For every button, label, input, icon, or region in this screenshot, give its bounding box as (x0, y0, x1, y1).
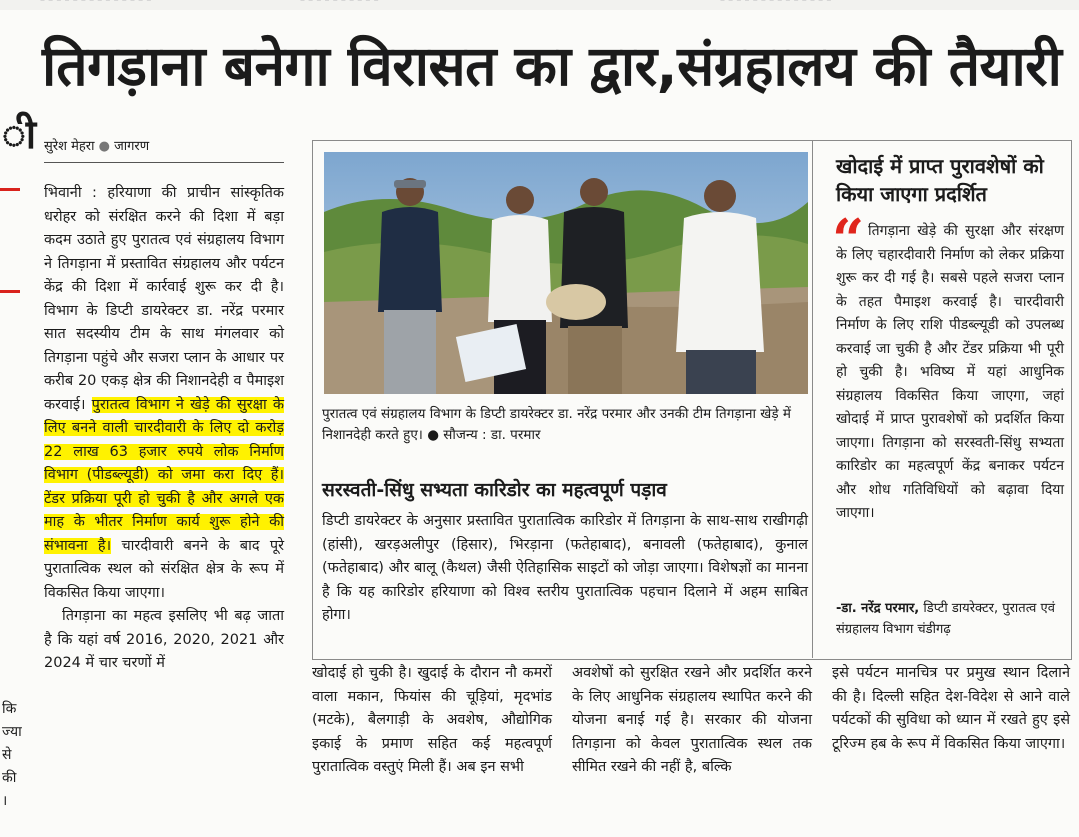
bullet-icon: ● (427, 427, 439, 443)
author-role: डिप्टी डायरेक्टर, पुरातत्व एवं संग्रहालय विभाग चंडीगढ़ (836, 601, 1055, 637)
corridor-heading: सरस्वती-सिंधु सभ्यता कारिडोर का महत्वपूर्ण पड़ाव (322, 479, 667, 501)
sidebar-author (836, 598, 1064, 640)
bottom-column-2: अवशेषों को सुरक्षित रखने और प्रदर्शित करने के लिए आधुनिक संग्रहालय स्थापित करने की योजना बनाई गई है। सरकार की योजना तिगड़ाना को केवल पुरातात्विक स्थल तक सीमित रखने की नहीं है, बल्कि (572, 665, 812, 775)
bottom-column-1: खोदाई हो चुकी है। खुदाई के दौरान नौ कमरों वाला मकान, फियांस की चूड़ियां, मृदभांड (मटके), बैलगाड़ी के अवशेष, औद्योगिक इकाई के प्रमाण सहित कई महत्वपूर्ण पुरातात्विक वस्तुएं मिली हैं। अब इन सभी (312, 665, 552, 775)
news-photo (324, 152, 808, 394)
caption-text: पुरातत्व एवं संग्रहालय विभाग के डिप्टी डायरेक्टर डा. नरेंद्र परमार और उनकी टीम तिगड़ाना खेड़े में निशानदेही करते हुए। (322, 406, 791, 443)
edge-text: ी (2, 112, 37, 158)
left-edge-fragment (0, 100, 37, 837)
photo-credit: सौजन्य : डा. परमार (443, 427, 541, 443)
photo-caption (322, 404, 810, 446)
edge-text: से (2, 747, 12, 763)
byline (44, 136, 284, 163)
bottom-column-3: इसे पर्यटन मानचित्र पर प्रमुख स्थान दिलाने की है। दिल्ली सहित देश-विदेश से आने वाले पर्यटकों की सुविधा को ध्यान में रखते हुए इसे टूरिज्म हब के रूप में विकसित किया जाएगा। (832, 665, 1070, 752)
edge-text: । (2, 793, 8, 809)
left-col-para2: तिगड़ाना का महत्व इसलिए भी बढ़ जाता है कि यहां वर्ष 2016, 2020, 2021 और 2024 में चार चरणों में (44, 608, 284, 671)
edge-text: ज्या (2, 724, 22, 740)
quote-icon: “ (832, 207, 865, 273)
headline: तिगड़ाना बनेगा विरासत का द्वार,संग्रहालय की तैयारी (42, 34, 1062, 98)
sidebar-quote-text: तिगड़ाना खेड़े की सुरक्षा और संरक्षण के लिए चहारदीवारी निर्माण को लेकर प्रक्रिया शुरू कर दी गई है। सबसे पहले सजरा प्लान के तहत पैमाइश करवाई है। चारदीवारी निर्माण के लिए राशि पीडब्ल्यूडी को उपलब्ध करवाई जा चुकी है और टेंडर प्रक्रिया भी पूरी हो चुकी है। भविष्य में यहां आधुनिक संग्रहालय विकसित किया जाएगा, जहां खोदाई में प्राप्त पुरावशेषों को प्रदर्शित किया जाएगा। तिगड़ाना को सरस्वती-सिंधु सभ्यता कारिडोर का महत्वपूर्ण केंद्र बनाकर पर्यटन और शोध गतिविधियों को बढ़ावा दिया जाएगा। (836, 223, 1064, 521)
edge-text: की (2, 770, 17, 786)
bullet-icon: ● (98, 139, 110, 154)
edge-text: कि (2, 701, 17, 717)
red-rule (0, 290, 20, 293)
left-col-end: चारदीवारी बनने के बाद पूरे पुरातात्विक स्थल को संरक्षित क्षेत्र के रूप में विकसित किया जाएगा। (44, 537, 285, 601)
top-strip: – – – – – – – – – – – – – – – – – – – – – – – – – – – – – – – – – – – – – – (0, 0, 1079, 10)
highlighted-text: पुरातत्व विभाग ने खेड़े की सुरक्षा के लिए बनने वाली चारदीवारी के लिए दो करोड़ 22 लाख 63 हजार रुपये लोक निर्माण विभाग (पीडब्ल्यूडी) को जमा करा दिए हैं। टेंडर प्रक्रिया पूरी हो चुकी है और अगले एक माह के भीतर निर्माण कार्य शुरू होने की संभावना है। (44, 396, 285, 554)
author-name: -डा. नरेंद्र परमार, (836, 601, 920, 616)
corridor-text: डिप्टी डायरेक्टर के अनुसार प्रस्तावित पुरातात्विक कारिडोर में तिगड़ाना के साथ-साथ राखीगढ़ी (हांसी), खरड़अलीपुर (हिसार), भिरड़ाना (फतेहाबाद), बनावली (फतेहाबाद), कुनाल (फतेहाबाद) और बालू (कैथल) जैसी ऐतिहासिक साइटों को जोड़ा जाएगा। विशेषज्ञों का मानना है कि यह कारिडोर हरियाणा को विश्व स्तरीय पुरातात्विक पहचान दिलाने में अहम साबित होगा। (322, 513, 808, 623)
byline-source: जागरण (114, 139, 150, 154)
sidebar-body (836, 220, 1064, 526)
photo-illustration (324, 152, 808, 394)
box-divider (812, 140, 813, 658)
red-rule (0, 188, 20, 191)
left-col-intro: भिवानी : हरियाणा की प्राचीन सांस्कृतिक धरोहर को संरक्षित करने की दिशा में बड़ा कदम उठाते हुए पुरातत्व एवं संग्रहालय विभाग ने तिगड़ाना में प्रस्तावित संग्रहालय और पर्यटन केंद्र की दिशा में कार्रवाई शुरू कर दी है। विभाग के डिप्टी डायरेक्टर डा. नरेंद्र परमार सात सदस्यीय टीम के साथ मंगलवार को तिगड़ाना पहुंचे और सजरा प्लान के आधार पर करीब 20 एकड़ क्षेत्र की निशानदेही व पैमाइश करवाई। (44, 185, 284, 413)
sidebar-title: खोदाई में प्राप्त पुरावशेषों को किया जाएगा प्रदर्शित (836, 154, 1044, 206)
byline-author: सुरेश मेहरा (44, 139, 95, 154)
left-column (44, 182, 284, 676)
